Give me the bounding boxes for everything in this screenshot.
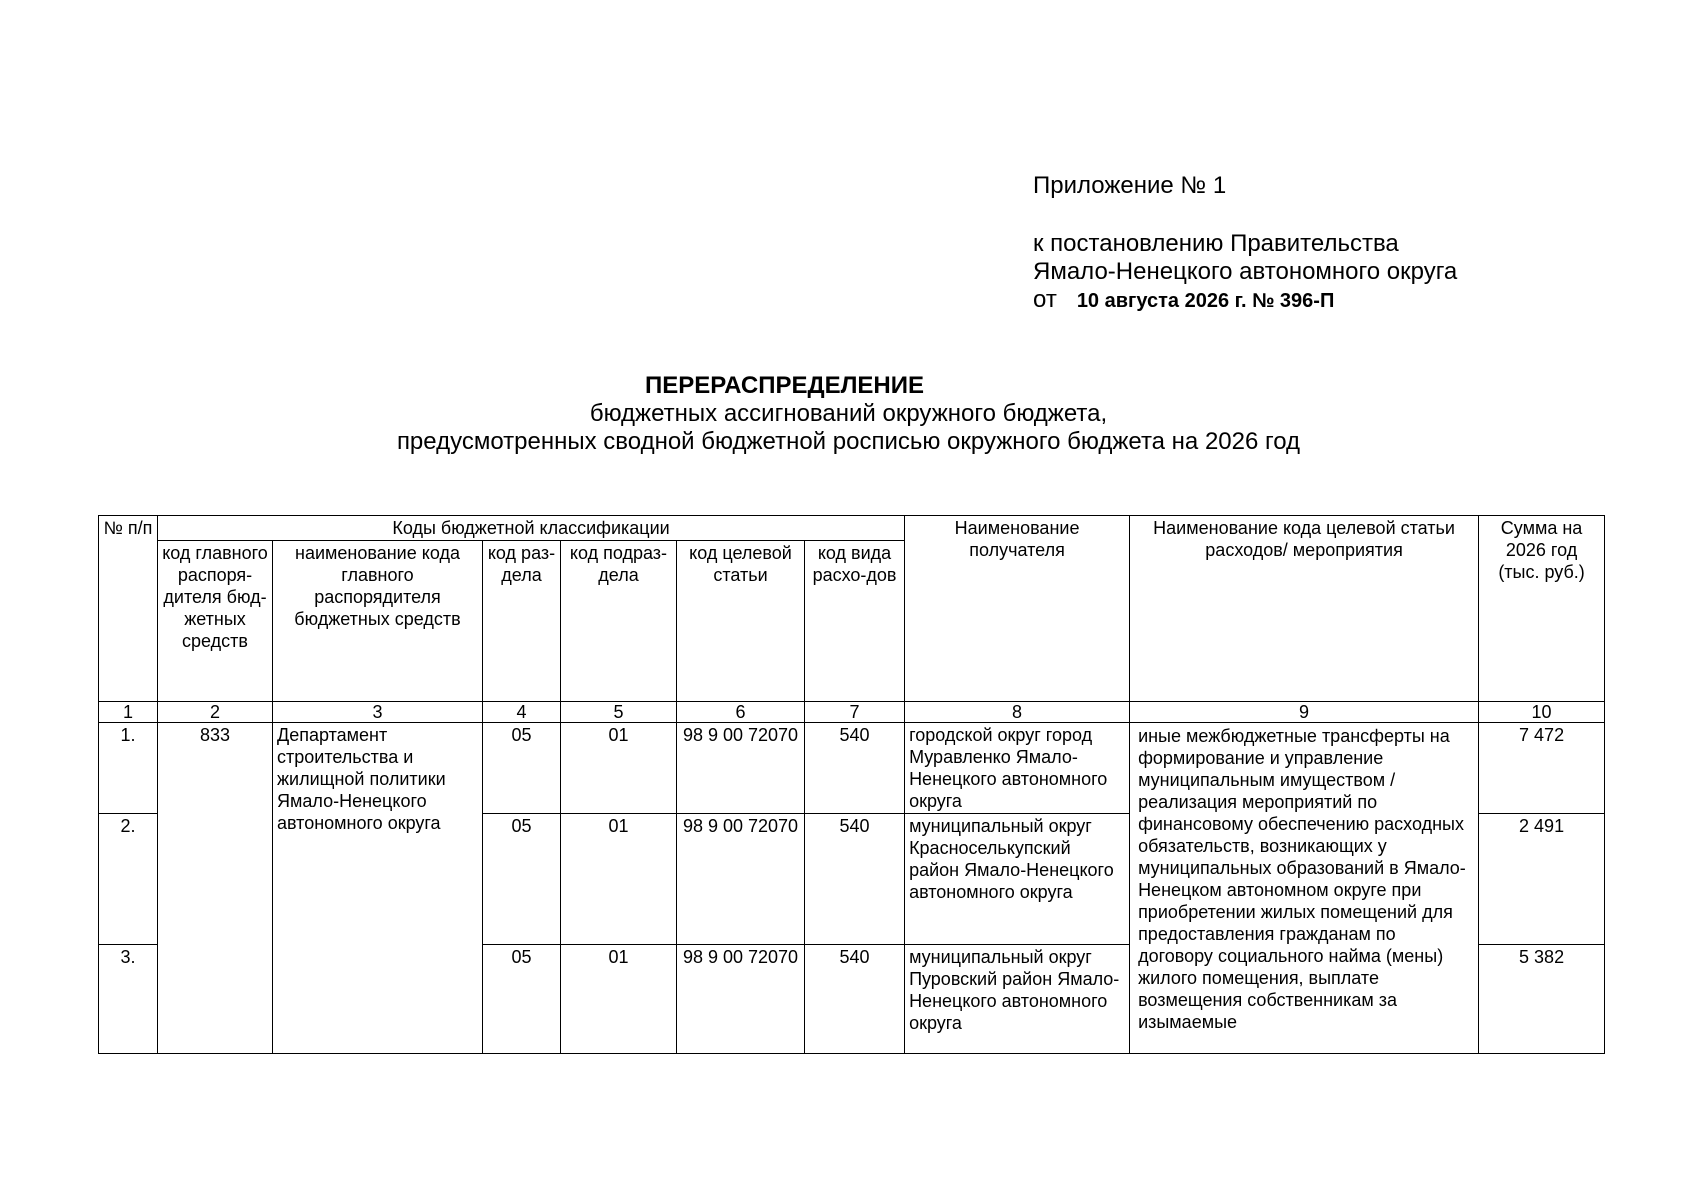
document-title-main: ПЕРЕРАСПРЕДЕЛЕНИЕ [644,372,925,399]
header-target-name: Наименование кода целевой статьи расходов/ мероприятия [1130,516,1479,702]
column-number: 1 [99,702,158,723]
column-number: 5 [561,702,677,723]
header-num: № п/п [99,516,158,702]
recipient-cell: городской округ город Муравленко Ямало-Ненецкого автономного округа [905,723,1130,814]
registration-stamp: 10 августа 2026 г. № 396-П [1076,290,1335,312]
column-number: 2 [158,702,273,723]
document-subtitle-2: предусмотренных сводной бюджетной росписью окружного бюджета на 2026 год [396,428,1301,455]
recipient-cell: муниципальный округ Красноселькупский район Ямало-Ненецкого автономного округа [905,814,1130,945]
column-number: 4 [483,702,561,723]
column-number: 6 [677,702,805,723]
table-row [99,723,1605,814]
appendix-header [1033,172,1457,315]
document-title [0,372,1697,456]
appendix-from-prefix: от [1033,286,1057,313]
header-grbs-code: код главного распоря-дителя бюд-жетных средств [158,541,273,702]
column-number: 7 [805,702,905,723]
section-cell: 05 [483,814,561,945]
section-cell: 05 [483,945,561,1054]
target-code-cell: 98 9 00 72070 [677,814,805,945]
row-num: 1. [99,723,158,814]
header-classification-codes: Коды бюджетной классификации [158,516,905,541]
appendix-date-line [1033,286,1457,315]
section-cell: 05 [483,723,561,814]
appendix-resolution-line: к постановлению Правительства [1033,230,1399,257]
table-header-row [99,516,1605,541]
target-name-cell [1130,723,1479,1054]
target-code-cell: 98 9 00 72070 [677,723,805,814]
document-subtitle-1: бюджетных ассигнований окружного бюджета, [589,400,1108,427]
target-name-text: иные межбюджетные трансферты на формирование и управление муниципальным имуществом / реализация мероприятий по финансовому обеспечению расходных обязательств, возникающих у муниципальных образований в Ямало-Ненецком автономном округе при приобретении жилых помещений для предоставления гражданам по договору социального найма (мены) жилого помещения, выплате возмещения собственникам за изымаемые [1138,726,1466,1032]
column-number: 3 [273,702,483,723]
budget-redistribution-table [98,515,1605,1054]
appendix-region-line: Ямало-Ненецкого автономного округа [1033,258,1458,285]
amount-cell: 2 491 [1479,814,1605,945]
target-code-cell: 98 9 00 72070 [677,945,805,1054]
column-number: 8 [905,702,1130,723]
expense-type-cell: 540 [805,814,905,945]
subsection-cell: 01 [561,945,677,1054]
header-subsection: код подраз-дела [561,541,677,702]
header-section: код раз-дела [483,541,561,702]
header-expense-type: код вида расхо-дов [805,541,905,702]
grbs-code-cell: 833 [158,723,273,1054]
amount-cell: 7 472 [1479,723,1605,814]
expense-type-cell: 540 [805,945,905,1054]
header-amount: Сумма на 2026 год (тыс. руб.) [1479,516,1605,702]
appendix-label: Приложение № 1 [1033,172,1227,199]
subsection-cell: 01 [561,723,677,814]
amount-cell: 5 382 [1479,945,1605,1054]
grbs-name-cell: Департамент строительства и жилищной политики Ямало-Ненецкого автономного округа [273,723,483,1054]
recipient-cell: муниципальный округ Пуровский район Ямало-Ненецкого автономного округа [905,945,1130,1054]
column-number-row [99,702,1605,723]
header-target-code: код целевой статьи [677,541,805,702]
row-num: 2. [99,814,158,945]
expense-type-cell: 540 [805,723,905,814]
column-number: 10 [1479,702,1605,723]
row-num: 3. [99,945,158,1054]
header-recipient: Наименование получателя [905,516,1130,702]
subsection-cell: 01 [561,814,677,945]
column-number: 9 [1130,702,1479,723]
header-grbs-name: наименование кода главного распорядителя бюджетных средств [273,541,483,702]
